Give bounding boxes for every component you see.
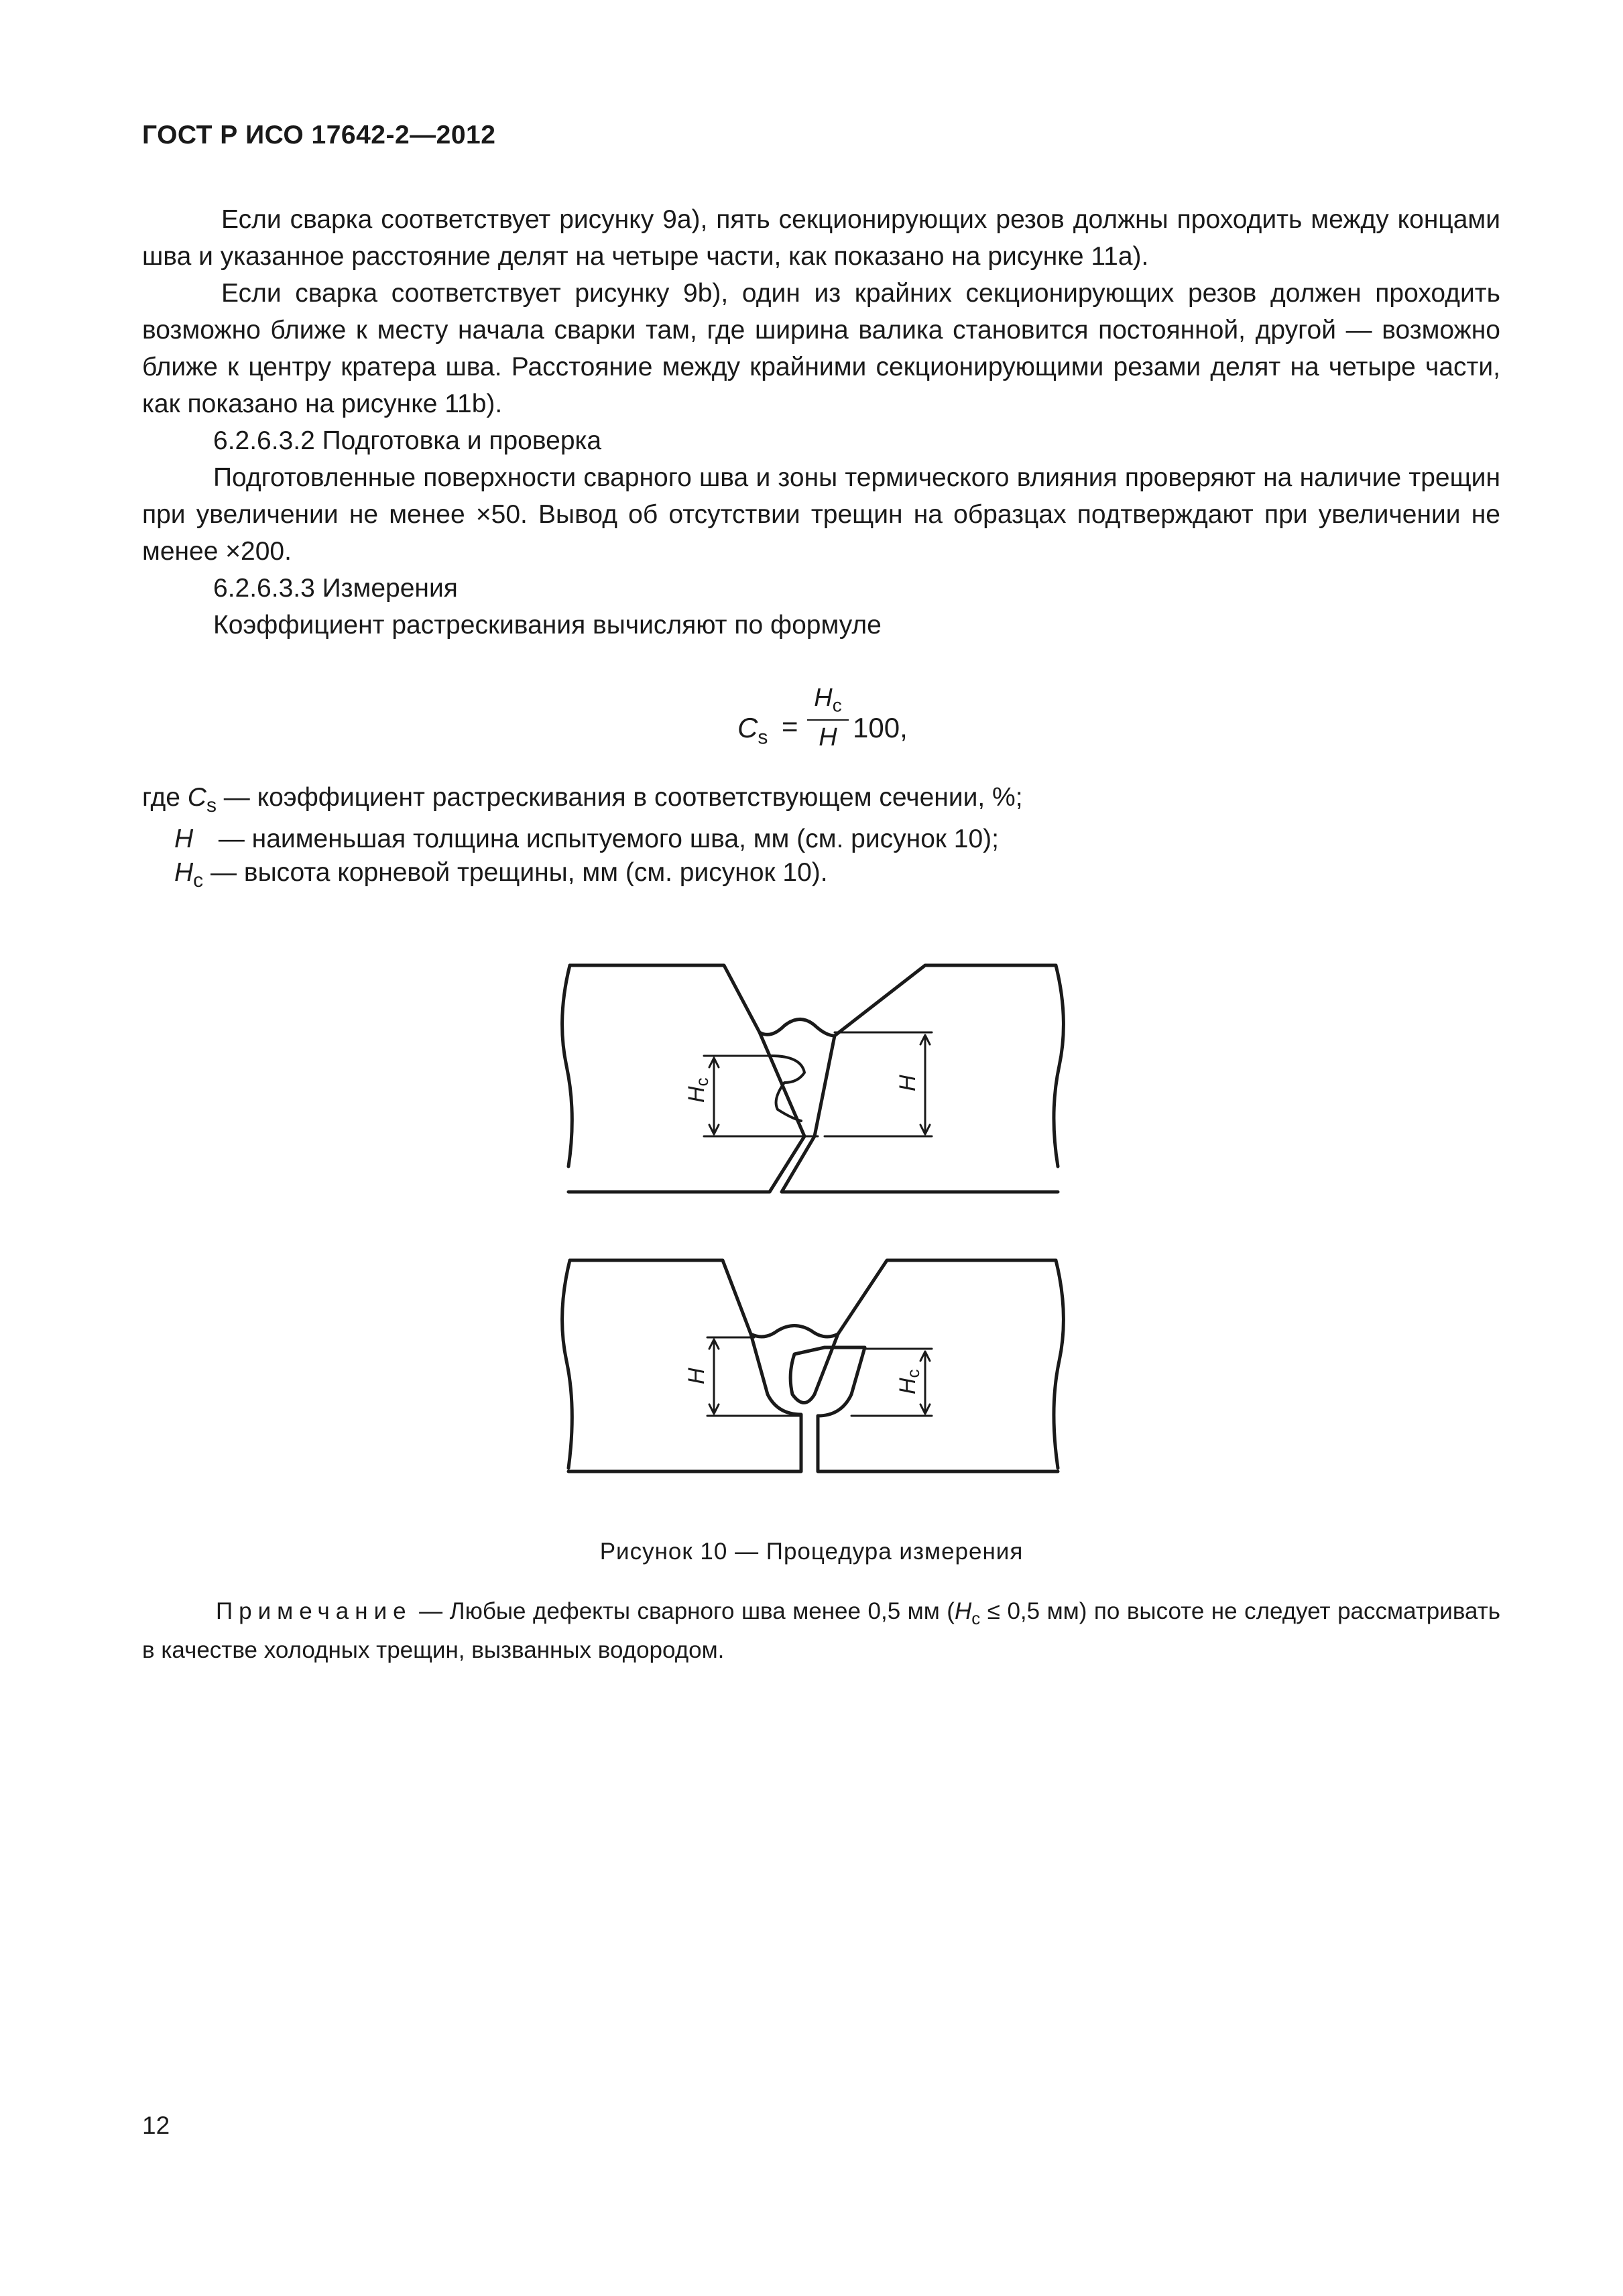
- note-symbol: H: [954, 1598, 972, 1624]
- section-heading-6-2-6-3-3: 6.2.6.3.3 Измерения: [213, 574, 458, 603]
- weld-diagram: [536, 939, 1086, 1515]
- bottom-weld-section: [562, 1260, 1064, 1471]
- section-heading-6-2-6-3-2: 6.2.6.3.2 Подготовка и проверка: [213, 426, 602, 455]
- definition-h: H — наименьшая толщина испытуемого шва, мм (см. рисунок 10);: [174, 824, 999, 853]
- formula-numerator: $H_c$: [814, 684, 842, 716]
- label-top-hc: Hc: [684, 1077, 712, 1103]
- definition-hc: $H_c$ — высота корневой трещины, мм (см. рисунок 10).: [174, 857, 828, 892]
- label-bottom-h: H: [684, 1368, 709, 1384]
- formula-fraction: [807, 684, 849, 752]
- paragraph-3: Подготовленные поверхности сварного шва и зоны термического влияния проверяют на наличие трещин при увеличении не менее ×50. Вывод об отсутствии трещин на образцах подтверждают при увеличении не менее ×200.: [142, 463, 1500, 566]
- top-weld-section: [562, 965, 1064, 1192]
- figure-10: [536, 939, 1086, 1518]
- note-text-after: ≤ 0,5 мм) по высоте не следует рассматривать в качестве холодных трещин, вызванных водородом.: [142, 1598, 1500, 1663]
- body-text: [142, 201, 1500, 644]
- formula-tail: 100,: [853, 712, 908, 743]
- paragraph-4: Коэффициент растрескивания вычисляют по формуле: [213, 611, 882, 640]
- note-symbol-sub: c: [971, 1608, 981, 1628]
- paragraph-2: Если сварка соответствует рисунку 9b), один из крайних секционирующих резов должен проходить возможно ближе к месту начала сварки там, где ширина валика становится постоянной, другой — возможно ближе к центру кратера шва. Расстояние между крайними секционирующими резами делят на четыре части, как показано на рисунке 11b).: [142, 279, 1500, 418]
- note-lead: Примечание: [216, 1598, 412, 1624]
- formula-lhs: $C_s$: [737, 712, 768, 749]
- document-header: ГОСТ Р ИСО 17642-2—2012: [142, 121, 496, 149]
- variable-definitions: [142, 781, 1023, 898]
- paragraph-1: Если сварка соответствует рисунку 9а), пять секционирующих резов должны проходить между концами шва и указанное расстояние делят на четыре части, как показано на рисунке 11а).: [142, 205, 1500, 271]
- formula-equals: =: [782, 711, 798, 742]
- label-top-h: H: [895, 1075, 920, 1091]
- note-text-before: — Любые дефекты сварного шва менее 0,5 мм (: [412, 1598, 955, 1624]
- page-number: 12: [142, 2112, 170, 2139]
- fraction-bar: [807, 719, 849, 721]
- label-bottom-hc: Hc: [895, 1369, 923, 1394]
- figure-caption: Рисунок 10 — Процедура измерения: [599, 1538, 1024, 1565]
- note: [142, 1595, 1500, 1667]
- definition-cs: где $C_s$ — коэффициент растрескивания в соответствующем сечении, %;: [142, 783, 1023, 817]
- formula-denominator: H: [819, 723, 837, 751]
